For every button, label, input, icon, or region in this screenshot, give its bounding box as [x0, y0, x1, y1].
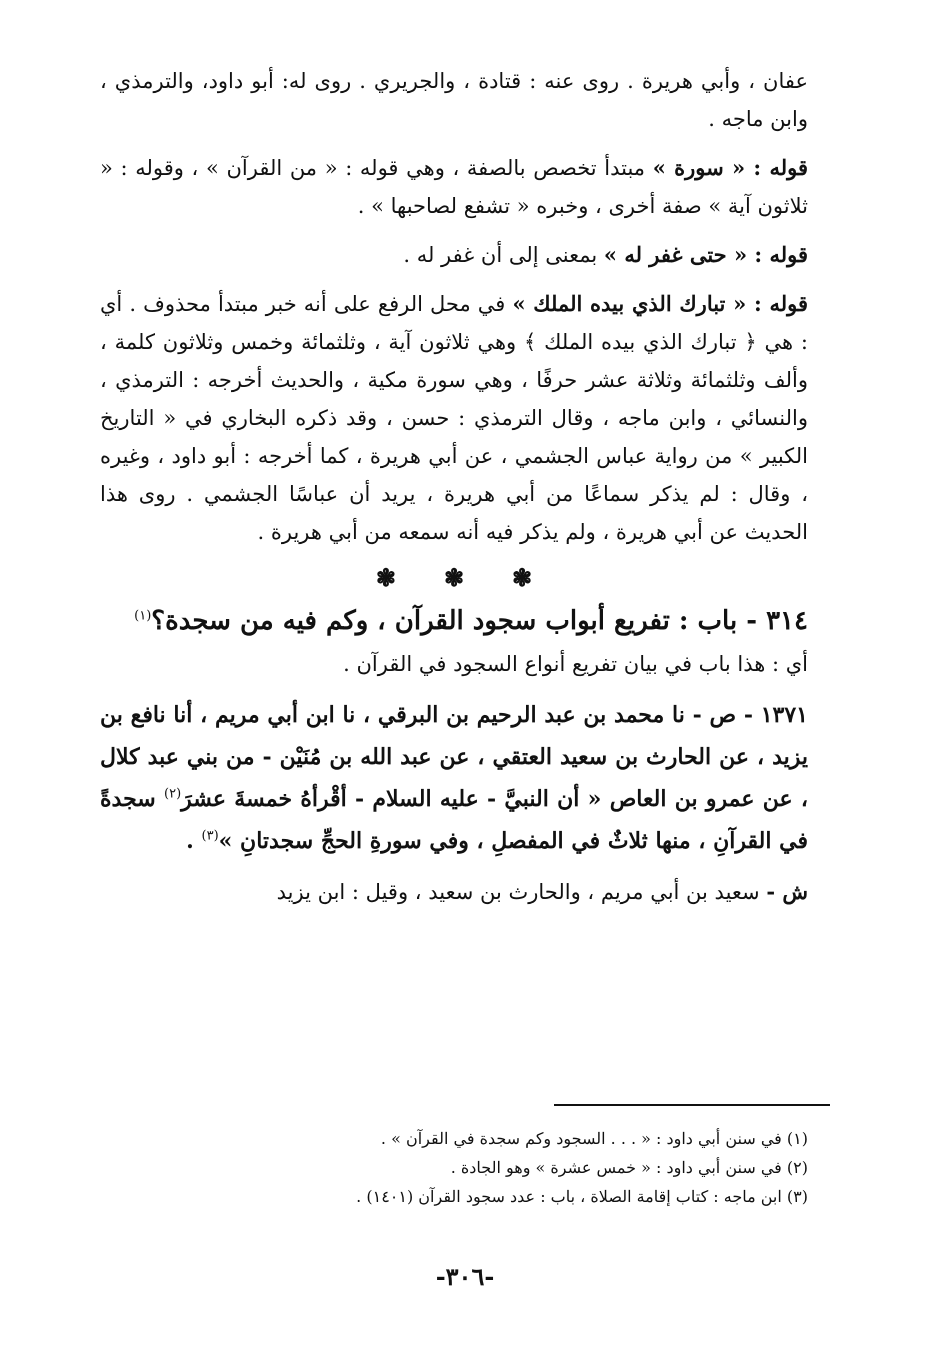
hadith-text-part: ١٣٧١ - ص - نا محمد بن عبد الرحيم بن البرقي ، نا ابن أبي مريم ، أنا نافع بن يزيد ، عن الحارث بن سعيد العتقي ، عن عبد الله بن مُنَيْن - من بني عبد كلال ، عن عمرو بن العاص « أن النبيَّ - عليه السلام - أقْرأهُ خمسةَ عشرَ: [100, 702, 808, 812]
quote-lead: قوله : « سورة »: [652, 155, 808, 180]
paragraph-text: في محل الرفع على أنه خبر مبتدأ محذوف . أي : هي ﴿ تبارك الذي بيده الملك ﴾ وهي ثلاثون آية ، وثلثمائة وخمس وثلاثون كلمة ، وألف وثلثمائة وثلاثة عشر حرفًا ، وهي سورة مكية ، والحديث أخرجه : الترمذي ، والنسائي ، وابن ماجه ، وقال الترمذي : حسن ، وقد ذكره البخاري في « التاريخ الكبير » من رواية عباس الجشمي ، عن أبي هريرة ، كما أخرجه : أبو داود ، وغيره ، وقال : لم يذكر سماعًا من أبي هريرة ، يريد أن عباسًا الجشمي . روى هذا الحديث عن أبي هريرة ، ولم يذكر فيه أنه سمعه من أبي هريرة .: [100, 292, 808, 544]
hadith-text-part: سجدةً في القرآنِ ، منها ثلاثٌ في المفصلِ ، وفي سورةِ الحجِّ سجدتانِ »: [100, 786, 808, 854]
hadith-text: [100, 694, 808, 862]
quote-lead: قوله : « حتى غفر له »: [603, 242, 808, 267]
commentary-lead: ش -: [766, 879, 808, 904]
paragraph-text: مبتدأ تخصص بالصفة ، وهي قوله : « من القرآن » ، وقوله : « ثلاثون آية » صفة أخرى ، وخبره « تشفع لصاحبها » .: [100, 156, 808, 218]
commentary-text: سعيد بن أبي مريم ، والحارث بن سعيد ، وقيل : ابن يزيد: [276, 880, 767, 904]
chapter-heading-text: ٣١٤ - باب : تفريع أبواب سجود القرآن ، وكم فيه من سجدة؟: [151, 606, 808, 636]
footnote-item: (١) في سنن أبي داود : « . . . السجود وكم سجدة في القرآن » .: [380, 1129, 808, 1148]
page-body: [100, 62, 808, 911]
paragraph-narrators: عفان ، وأبي هريرة . روى عنه : قتادة ، والجريري . روى له: أبو داود، والترمذي ، وابن ماجه .: [100, 69, 808, 131]
asterism-icon: ❃: [375, 563, 396, 592]
paragraph-forgiveness: [100, 236, 808, 274]
footnotes: [100, 1124, 808, 1211]
paragraph-surah-explanation: [100, 149, 808, 225]
section-separator: [100, 559, 808, 597]
footnote-ref: (١): [134, 608, 152, 624]
commentary-paragraph: [100, 873, 808, 911]
footnote-ref: (٢): [164, 786, 182, 802]
chapter-heading: [100, 599, 808, 643]
page-number: -٣٠٦-: [435, 1262, 495, 1291]
footnote-item: (٢) في سنن أبي داود : « خمس عشرة » وهو الجادة .: [450, 1158, 808, 1177]
paragraph-text: بمعنى إلى أن غفر له .: [403, 243, 604, 267]
footnote-ref: (٣): [201, 828, 219, 844]
asterism-icon: ❃: [512, 563, 533, 592]
quote-lead: قوله : « تبارك الذي بيده الملك »: [512, 291, 808, 316]
footnote-item: (٣) ابن ماجه : كتاب إقامة الصلاة ، باب : عدد سجود القرآن (١٤٠١) .: [356, 1187, 808, 1206]
footnote-divider: [554, 1104, 830, 1106]
paragraph-tabarak: [100, 285, 808, 551]
chapter-explanation: أي : هذا باب في بيان تفريع أنواع السجود في القرآن .: [343, 652, 808, 676]
hadith-text-part: .: [186, 828, 202, 854]
asterism-icon: ❃: [443, 563, 465, 592]
